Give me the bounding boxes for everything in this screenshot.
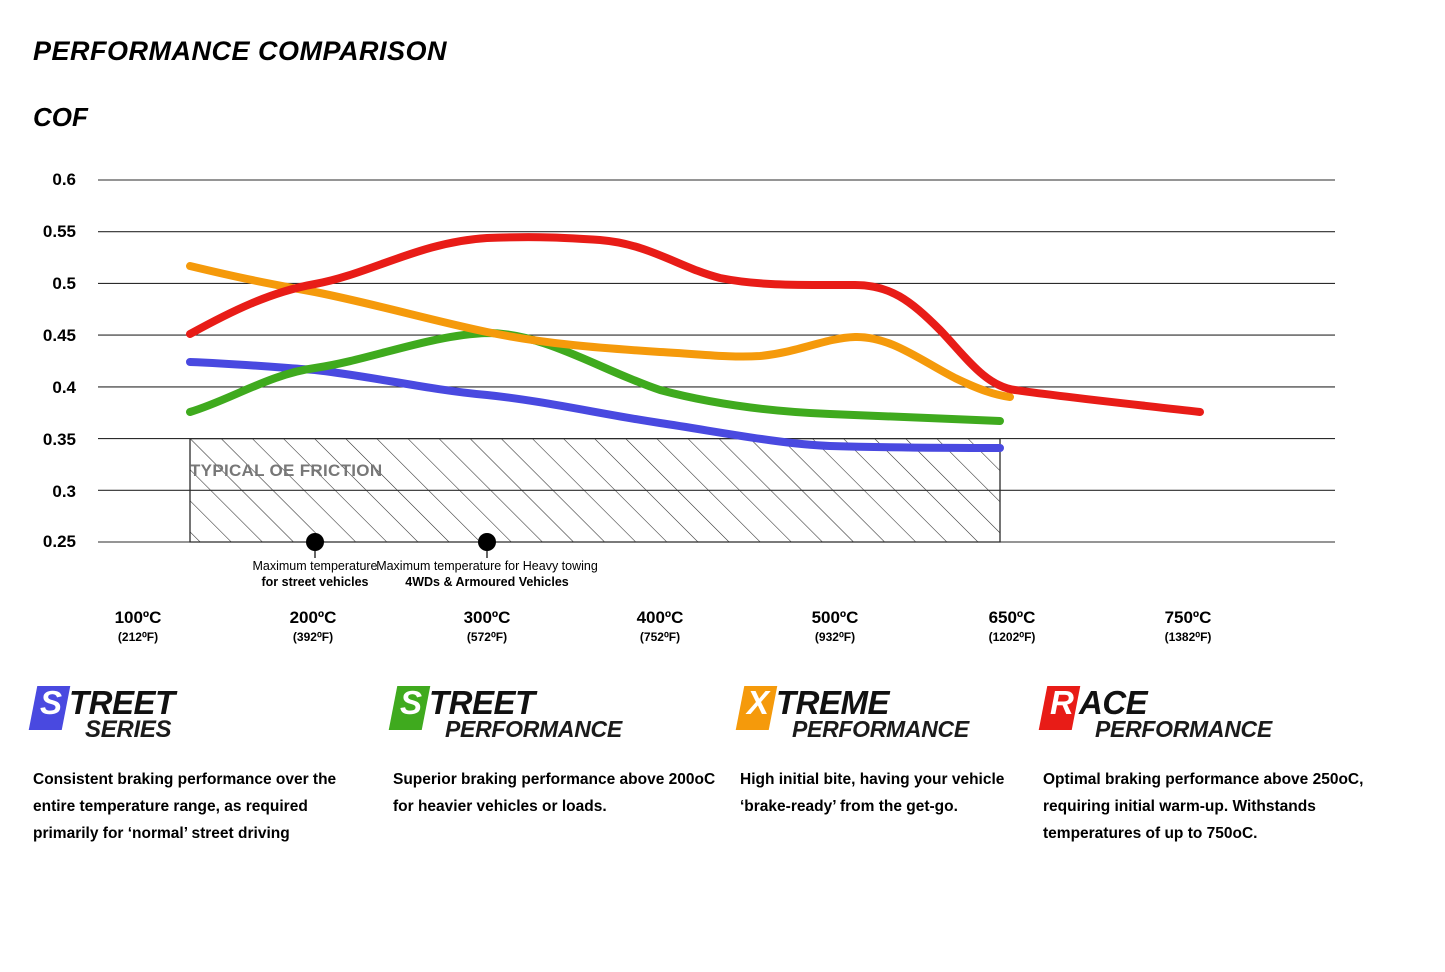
x-tick-label-c: 500ºC <box>811 608 859 627</box>
product-legend <box>0 672 1445 972</box>
legend-description: High initial bite, having your vehicle ‘brake-ready’ from the get-go. <box>740 771 1005 816</box>
logo-word-2: PERFORMANCE <box>1095 716 1272 742</box>
typical-oe-friction-text: TYPICAL OE FRICTION <box>190 461 383 480</box>
logo-letter: S <box>40 684 62 721</box>
y-tick-label: 0.4 <box>52 378 76 397</box>
y-axis-title: COF <box>33 102 88 132</box>
y-tick-label: 0.45 <box>42 326 76 345</box>
x-tick-label-f: (1382⁰F) <box>1164 630 1212 644</box>
y-tick-label: 0.25 <box>42 532 76 551</box>
x-tick-label-c: 650ºC <box>988 608 1036 627</box>
logo-word-2: PERFORMANCE <box>445 716 622 742</box>
logo-word-1: TREME <box>776 684 889 721</box>
x-tick-label-c: 300ºC <box>463 608 511 627</box>
x-tick-label-f: (1202⁰F) <box>988 630 1036 644</box>
x-tick-500c <box>775 608 895 644</box>
x-tick-300c <box>427 608 547 644</box>
y-tick-label: 0.3 <box>52 482 76 501</box>
x-tick-650c <box>952 608 1072 644</box>
page-title: PERFORMANCE COMPARISON <box>33 36 448 66</box>
annotation-line-2: for street vehicles <box>261 575 369 590</box>
logo-word-1: TREET <box>429 684 535 721</box>
x-tick-400c <box>600 608 720 644</box>
logo-letter: S <box>400 684 422 721</box>
logo-word-1: ACE <box>1079 684 1148 721</box>
legend-item-street-performance <box>393 672 723 820</box>
logo-letter: X <box>747 684 769 721</box>
logo-word-2: PERFORMANCE <box>792 716 969 742</box>
x-tick-750c <box>1128 608 1248 644</box>
x-tick-label-f: (212⁰F) <box>117 630 159 644</box>
x-tick-label-f: (392⁰F) <box>292 630 334 644</box>
annotation-line-2: 4WDs & Armoured Vehicles <box>405 575 569 590</box>
series-line-race-performance <box>190 237 1200 412</box>
x-tick-label-f: (572⁰F) <box>466 630 508 644</box>
y-tick-label: 0.35 <box>42 430 76 449</box>
logo-word-2: SERIES <box>85 716 172 743</box>
annotation-towing-max-temp <box>337 558 637 591</box>
series-line-street-series <box>190 362 1000 448</box>
legend-item-xtreme-performance <box>740 672 1040 820</box>
legend-description: Consistent braking performance over the entire temperature range, as required primarily for ‘normal’ street driving <box>33 771 337 843</box>
logo-xtreme-performance <box>740 672 1040 744</box>
y-tick-label: 0.6 <box>52 170 76 189</box>
annotation-line-1: Maximum temperature for Heavy towing <box>376 559 598 573</box>
x-tick-label-f: (752⁰F) <box>639 630 681 644</box>
x-tick-label-c: 750ºC <box>1164 608 1212 627</box>
y-tick-label: 0.5 <box>52 274 76 293</box>
legend-item-street-series <box>33 672 363 847</box>
logo-street-performance <box>393 672 723 744</box>
logo-street-series <box>33 672 363 744</box>
logo-race-performance <box>1043 672 1373 744</box>
legend-item-race-performance <box>1043 672 1373 847</box>
x-tick-100c <box>78 608 198 644</box>
x-tick-label-c: 400ºC <box>636 608 684 627</box>
legend-description: Superior braking performance above 200oC for heavier vehicles or loads. <box>393 771 716 816</box>
x-tick-label-c: 200ºC <box>289 608 337 627</box>
typical-oe-friction-band <box>190 439 1000 542</box>
typical-oe-friction-label <box>190 460 382 483</box>
logo-word-1: TREET <box>69 684 175 721</box>
legend-description: Optimal braking performance above 250oC, requiring initial warm-up. Withstands temperatures of up to 750oC. <box>1043 771 1364 843</box>
x-tick-200c <box>253 608 373 644</box>
logo-letter: R <box>1050 684 1074 721</box>
annotation-line-1: Maximum temperature <box>252 559 378 573</box>
x-tick-label-f: (932⁰F) <box>814 630 856 644</box>
y-tick-label: 0.55 <box>42 222 76 241</box>
x-tick-label-c: 100ºC <box>114 608 162 627</box>
